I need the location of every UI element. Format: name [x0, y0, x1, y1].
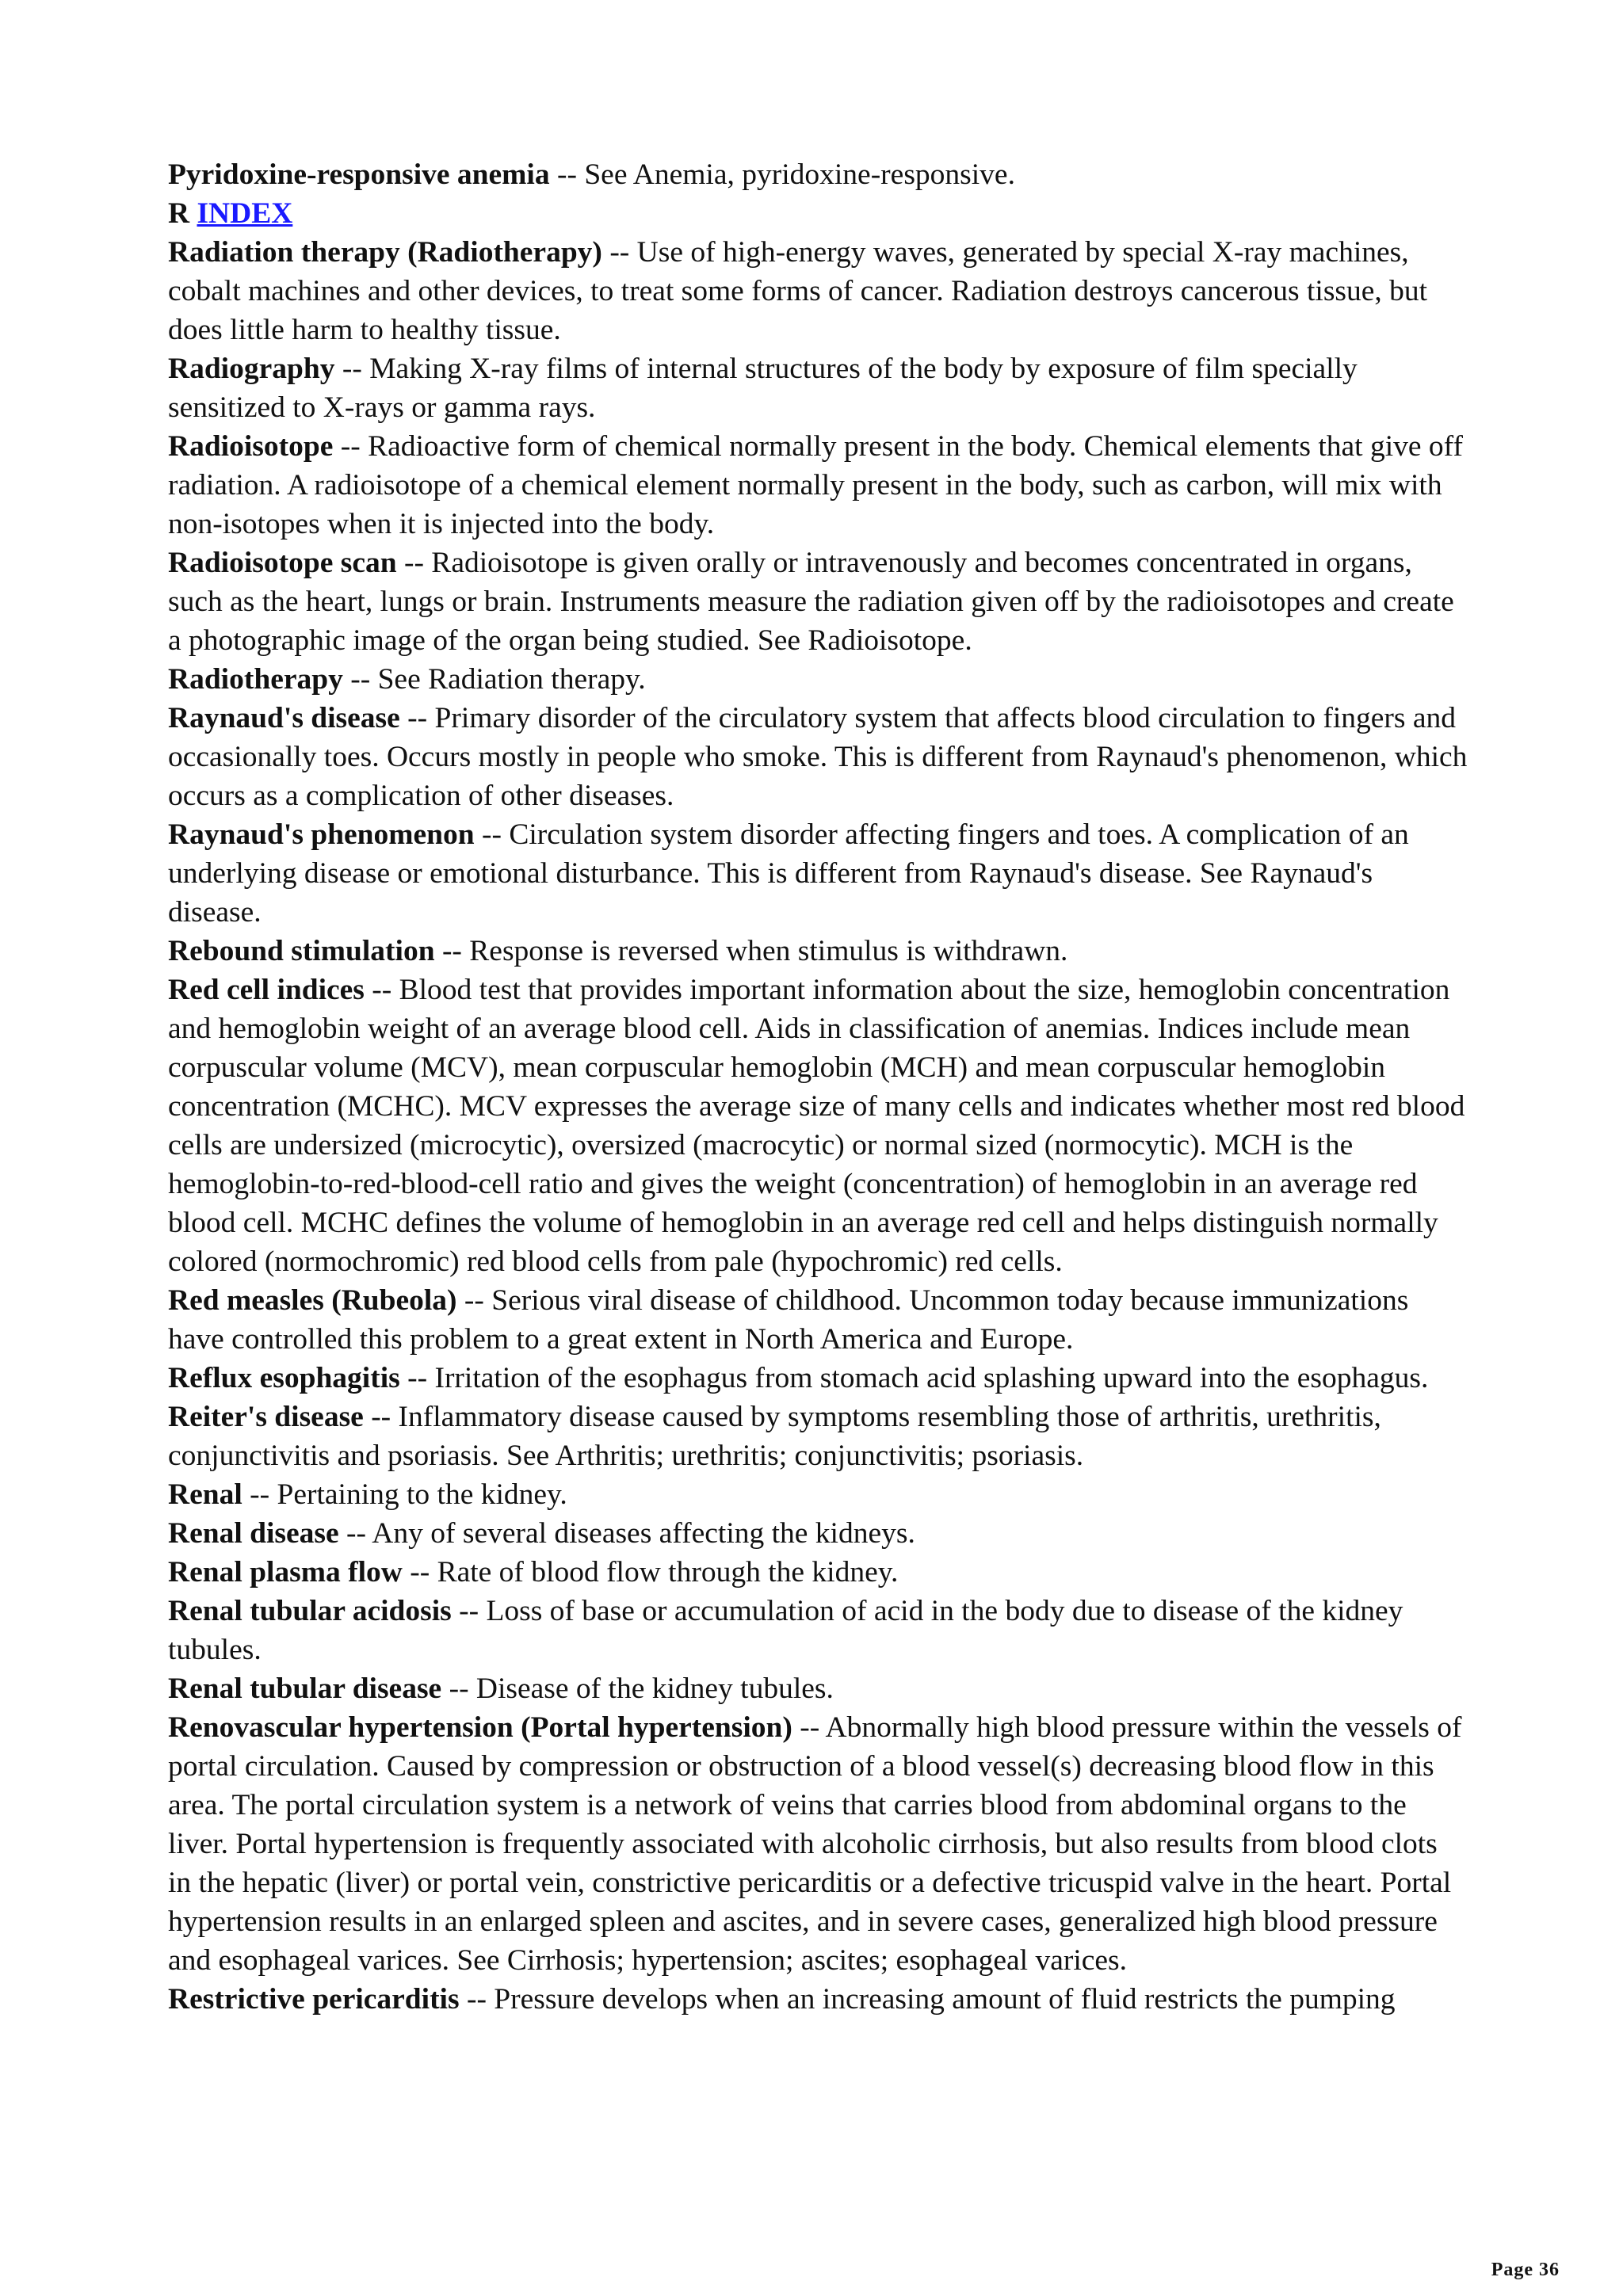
glossary-entry [168, 1980, 1468, 2019]
entry-term: Pyridoxine-responsive anemia [168, 158, 550, 191]
section-letter: R [168, 197, 190, 230]
entry-definition: -- Making X-ray films of internal structures of the body by exposure of film specially sensitized to X-rays or gamma rays. [168, 353, 1358, 424]
entry-definition: -- Response is reversed when stimulus is withdrawn. [434, 935, 1068, 967]
glossary-entry [168, 233, 1468, 349]
glossary-entry [168, 1669, 1468, 1708]
glossary-entry [168, 427, 1468, 543]
entry-term: Reflux esophagitis [168, 1362, 400, 1394]
glossary-entry [168, 1359, 1468, 1398]
entry-term: Raynaud's phenomenon [168, 818, 475, 851]
glossary-entry [168, 1708, 1468, 1980]
entry-term: Radioisotope [168, 430, 334, 463]
entry-definition: -- Pertaining to the kidney. [242, 1478, 567, 1511]
entry-term: Restrictive pericarditis [168, 1983, 460, 2016]
glossary-entry [168, 699, 1468, 815]
glossary-entry [168, 1398, 1468, 1475]
entry-definition: -- Rate of blood flow through the kidney. [402, 1556, 899, 1589]
section-header-r [168, 194, 1468, 233]
entry-definition: -- Radioisotope is given orally or intravenously and becomes concentrated in organs, such as the heart, lungs or brain. Instruments measure the radiation given off by the radioisotopes and create a photographic image of the organ being studied. See Radioisotope. [168, 547, 1454, 657]
glossary-entry [168, 543, 1468, 660]
entry-definition: -- See Anemia, pyridoxine-responsive. [549, 158, 1015, 191]
entry-definition: -- Use of high-energy waves, generated by special X-ray machines, cobalt machines and other devices, to treat some forms of cancer. Radiation destroys cancerous tissue, but does little harm to healthy tissue. [168, 236, 1428, 346]
entry-definition: -- Radioactive form of chemical normally present in the body. Chemical elements that give off radiation. A radioisotope of a chemical element normally present in the body, such as carbon, will mix with non-isotopes when it is injected into the body. [168, 430, 1463, 540]
entry-definition: -- Primary disorder of the circulatory system that affects blood circulation to fingers and occasionally toes. Occurs mostly in people who smoke. This is different from Raynaud's phenomenon, which occurs as a complication of other diseases. [168, 702, 1468, 812]
glossary-entry [168, 971, 1468, 1281]
glossary-entry [168, 1514, 1468, 1553]
glossary-entry-list [168, 233, 1468, 2019]
entry-definition: -- Blood test that provides important information about the size, hemoglobin concentration and hemoglobin weight of an average blood cell. Aids in classification of anemias. Indices include mean corpuscular volume (MCV), mean corpuscular hemoglobin (MCH) and mean corpuscular hemoglobin concentration (MCHC). MCV expresses the average size of many cells and indicates whether most red blood cells are undersized (microcytic), oversized (macrocytic) or normal sized (normocytic). MCH is the hemoglobin-to-red-blood-cell ratio and gives the weight (concentration) of hemoglobin in an average red blood cell. MCHC defines the volume of hemoglobin in an average red cell and helps distinguish normally colored (normochromic) red blood cells from pale (hypochromic) red cells. [168, 974, 1465, 1278]
entry-term: Renal tubular acidosis [168, 1595, 452, 1627]
entry-definition: -- Loss of base or accumulation of acid in the body due to disease of the kidney tubules. [168, 1595, 1403, 1666]
entry-term: Renal tubular disease [168, 1672, 442, 1705]
glossary-entry [168, 1592, 1468, 1669]
glossary-entry [168, 815, 1468, 932]
glossary-entry [168, 349, 1468, 427]
glossary-entry [168, 1553, 1468, 1592]
entry-term: Renal plasma flow [168, 1556, 403, 1589]
glossary-entry [168, 932, 1468, 971]
entry-term: Rebound stimulation [168, 935, 435, 967]
entry-term: Red measles (Rubeola) [168, 1284, 457, 1317]
glossary-entry [168, 1475, 1468, 1514]
entry-term: Radiation therapy (Radiotherapy) [168, 236, 602, 269]
glossary-entry [168, 1281, 1468, 1359]
entry-term: Reiter's disease [168, 1401, 364, 1433]
glossary-page [168, 155, 1468, 2019]
glossary-entry-pyridoxine [168, 155, 1468, 194]
entry-definition: -- Irritation of the esophagus from stomach acid splashing upward into the esophagus. [399, 1362, 1429, 1394]
entry-definition: -- Inflammatory disease caused by symptoms resembling those of arthritis, urethritis, conjunctivitis and psoriasis. See Arthritis; urethritis; conjunctivitis; psoriasis. [168, 1401, 1381, 1472]
entry-term: Raynaud's disease [168, 702, 400, 734]
entry-definition: -- Abnormally high blood pressure within the vessels of portal circulation. Caused by compression or obstruction of a blood vessel(s) decreasing blood flow in this area. The portal circulation system is a network of veins that carries blood from abdominal organs to the liver. Portal hypertension is frequently associated with alcoholic cirrhosis, but also results from blood clots in the hepatic (liver) or portal vein, constrictive pericarditis or a defective tricuspid valve in the heart. Portal hypertension results in an enlarged spleen and ascites, and in severe cases, generalized high blood pressure and esophageal varices. See Cirrhosis; hypertension; ascites; esophageal varices. [168, 1711, 1462, 1977]
entry-term: Radiography [168, 353, 335, 385]
entry-definition: -- Serious viral disease of childhood. Uncommon today because immunizations have controlled this problem to a great extent in North America and Europe. [168, 1284, 1409, 1356]
entry-term: Renal [168, 1478, 242, 1511]
entry-term: Renovascular hypertension (Portal hypertension) [168, 1711, 792, 1744]
entry-term: Red cell indices [168, 974, 365, 1006]
entry-definition: -- Disease of the kidney tubules. [441, 1672, 834, 1705]
entry-term: Radiotherapy [168, 663, 343, 696]
entry-definition: -- Circulation system disorder affecting fingers and toes. A complication of an underlying disease or emotional disturbance. This is different from Raynaud's disease. See Raynaud's disease. [168, 818, 1409, 929]
entry-definition: -- Pressure develops when an increasing amount of fluid restricts the pumping [459, 1983, 1396, 2016]
entry-definition: -- See Radiation therapy. [342, 663, 646, 696]
entry-term: Renal disease [168, 1517, 339, 1550]
index-link[interactable]: INDEX [197, 197, 293, 230]
glossary-entry [168, 660, 1468, 699]
entry-term: Radioisotope scan [168, 547, 397, 579]
entry-definition: -- Any of several diseases affecting the kidneys. [338, 1517, 915, 1550]
page-number: Page 36 [1491, 2260, 1560, 2280]
